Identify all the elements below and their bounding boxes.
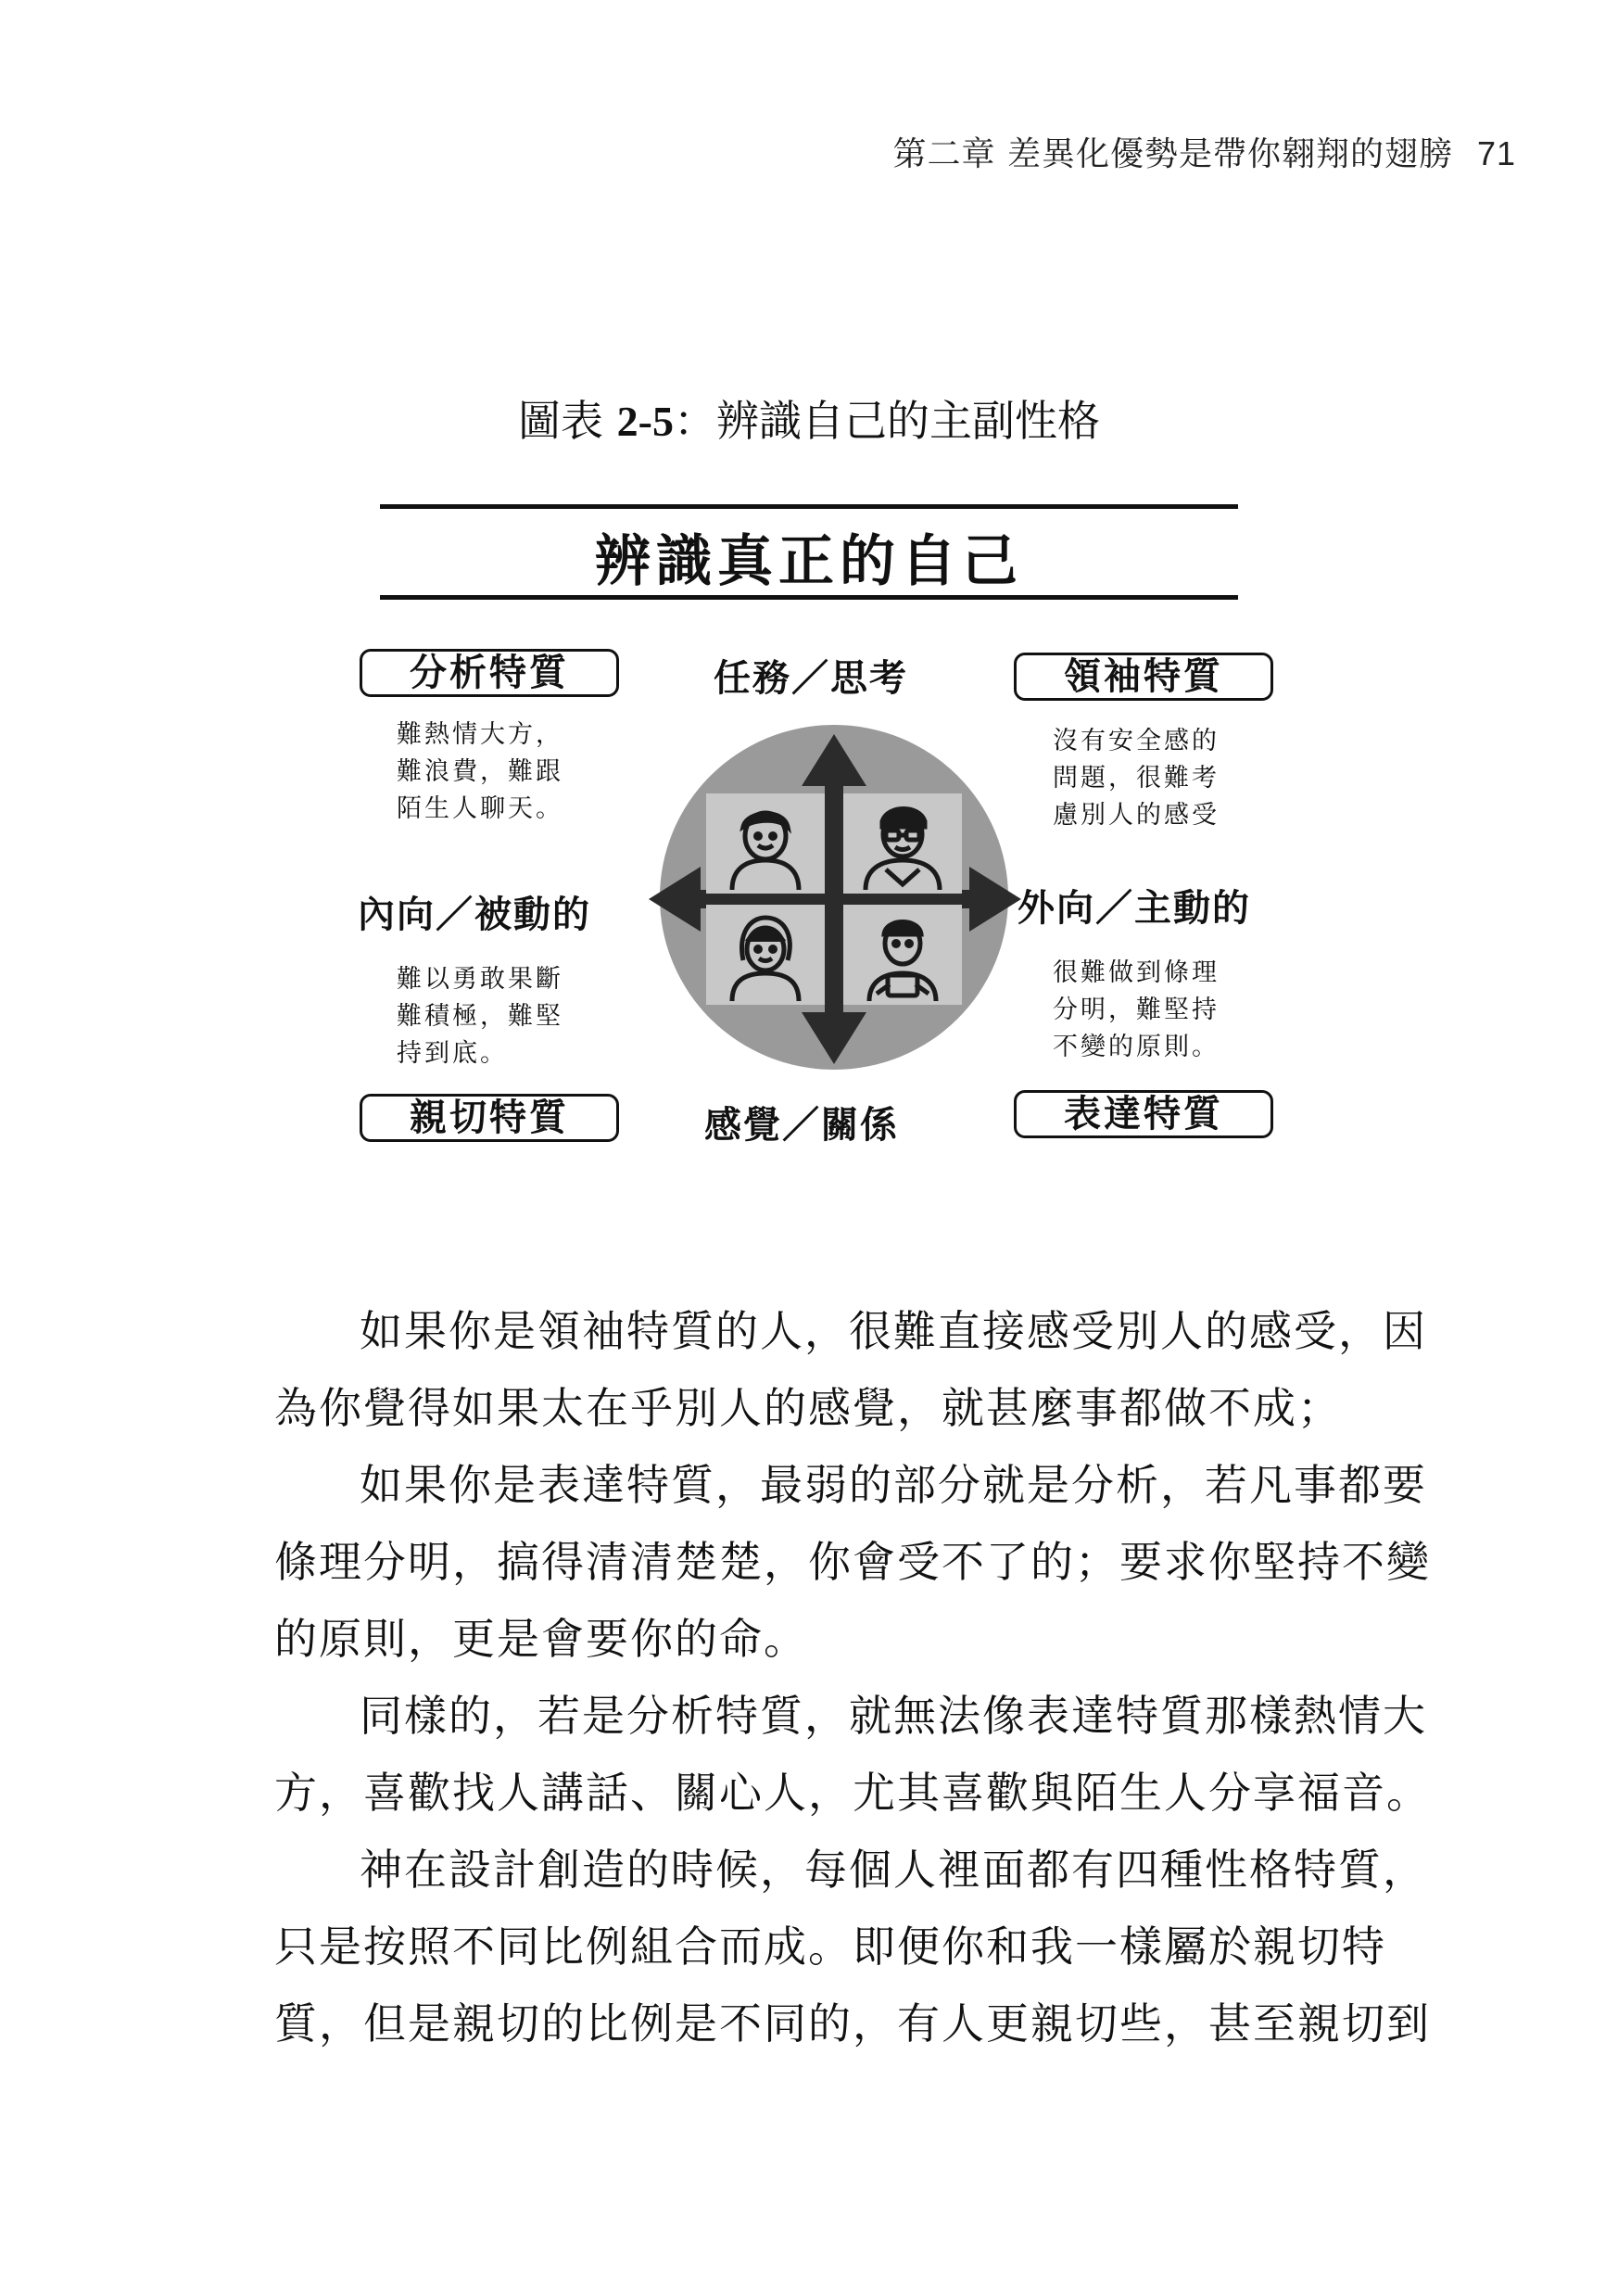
desc-line: 難積極，難堅 bbox=[397, 1002, 563, 1031]
desc-leadership bbox=[1053, 723, 1220, 834]
desc-line: 難以勇敢果斷 bbox=[397, 965, 563, 994]
paragraph-line: 為你覺得如果太在乎別人的感覺，就甚麼事都做不成； bbox=[274, 1383, 1342, 1433]
desc-line: 陌生人聊天。 bbox=[397, 794, 563, 823]
paragraph-line: 質，但是親切的比例是不同的，有人更親切些，甚至親切到 bbox=[274, 1998, 1431, 2049]
trait-box-amiable: 親切特質 bbox=[360, 1094, 619, 1142]
desc-line: 不變的原則。 bbox=[1053, 1033, 1220, 1061]
desc-amiable bbox=[397, 961, 563, 1072]
body-text bbox=[274, 1293, 1431, 2062]
person-tile-expressive bbox=[843, 905, 962, 1005]
desc-line: 持到底。 bbox=[397, 1039, 508, 1068]
paragraph-line: 如果你是領袖特質的人，很難直接感受別人的感受，因 bbox=[360, 1306, 1427, 1356]
desc-line: 難浪費，難跟 bbox=[397, 757, 563, 786]
paragraph-line: 神在設計創造的時候，每個人裡面都有四種性格特質， bbox=[360, 1845, 1427, 1895]
trait-box-expressive: 表達特質 bbox=[1014, 1090, 1273, 1138]
axis-label-left: 內向／被動的 bbox=[358, 894, 591, 936]
paragraph-line: 方，喜歡找人講話、關心人，尤其喜歡與陌生人分享福音。 bbox=[274, 1768, 1431, 1818]
person-tile-amiable bbox=[706, 905, 825, 1005]
desc-line: 分明，難堅持 bbox=[1053, 996, 1220, 1024]
paragraph-line: 的原則，更是會要你的命。 bbox=[274, 1614, 808, 1664]
trait-box-leadership: 領袖特質 bbox=[1014, 653, 1273, 701]
desc-line: 很難做到條理 bbox=[1053, 958, 1220, 987]
page-number: 71 bbox=[1476, 134, 1516, 172]
axis-label-bottom: 感覺／關係 bbox=[704, 1104, 899, 1147]
desc-line: 沒有安全感的 bbox=[1053, 727, 1220, 755]
axis-label-top: 任務／思考 bbox=[714, 657, 908, 700]
caption-prefix: 圖表 bbox=[518, 396, 617, 446]
caption-number: 2-5 bbox=[616, 398, 674, 445]
person-tile-analytical bbox=[706, 793, 825, 894]
chapter-title: 第二章 差異化優勢是帶你翱翔的翅膀 bbox=[892, 135, 1453, 173]
desc-expressive bbox=[1053, 955, 1220, 1066]
desc-line: 問題，很難考 bbox=[1053, 764, 1220, 793]
paragraph-line: 條理分明，搞得清清楚楚，你會受不了的；要求你堅持不變 bbox=[274, 1537, 1431, 1587]
paragraph-line: 只是按照不同比例組合而成。即便你和我一樣屬於親切特 bbox=[274, 1922, 1386, 1972]
desc-analytical bbox=[397, 717, 563, 828]
paragraph-line: 同樣的，若是分析特質，就無法像表達特質那樣熱情大 bbox=[360, 1691, 1427, 1741]
desc-line: 難熱情大方， bbox=[397, 720, 563, 749]
caption-suffix: ：辨識自己的主副性格 bbox=[673, 396, 1100, 446]
person-tile-leadership bbox=[843, 793, 962, 894]
diagram-title: 辨識真正的自己 bbox=[595, 529, 1023, 594]
tile-bg bbox=[706, 793, 825, 894]
paragraph-line: 如果你是表達特質，最弱的部分就是分析，若凡事都要 bbox=[360, 1460, 1427, 1510]
axis-label-right: 外向／主動的 bbox=[1018, 887, 1251, 930]
desc-line: 慮別人的感受 bbox=[1053, 801, 1220, 830]
trait-box-analytical: 分析特質 bbox=[360, 649, 619, 697]
